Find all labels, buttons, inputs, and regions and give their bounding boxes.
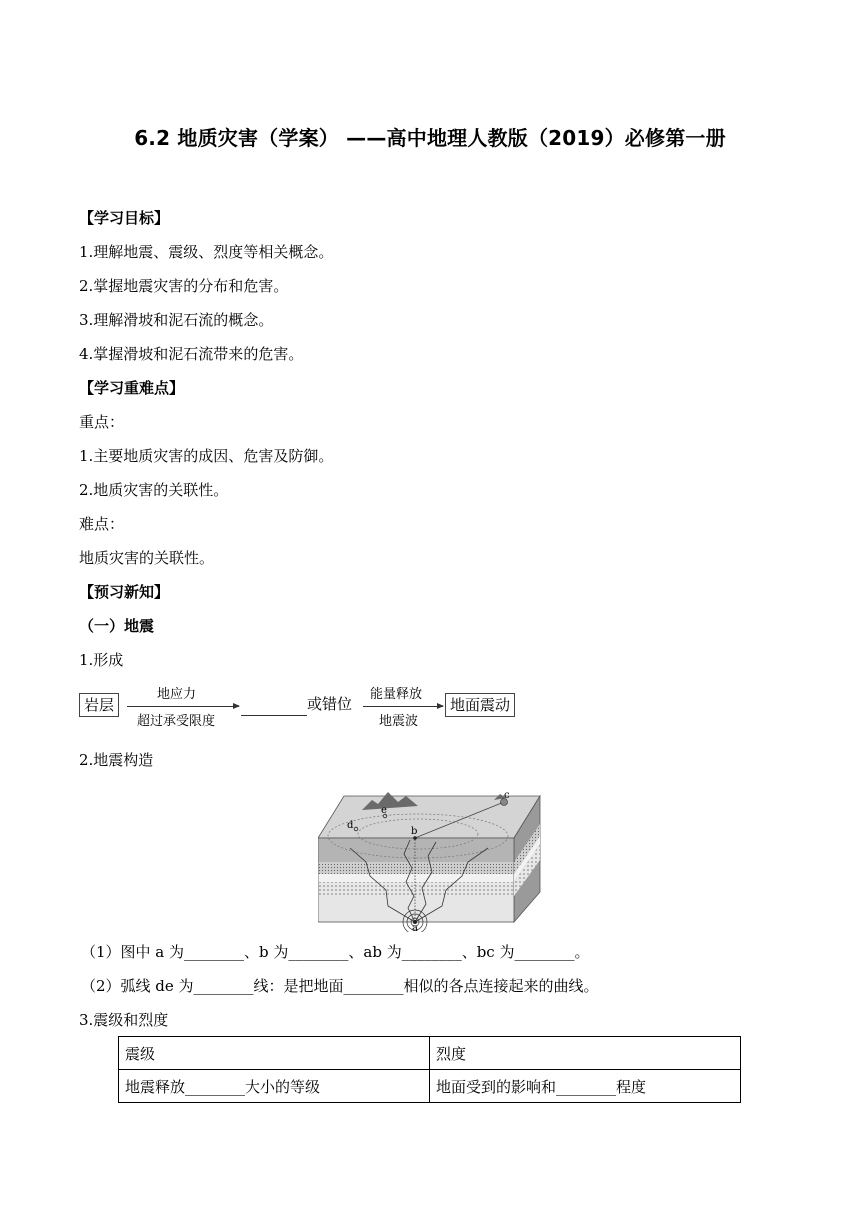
table-header-row	[119, 1037, 741, 1070]
diagram-label-a: a	[412, 923, 418, 932]
focus-label: 重点：	[79, 413, 125, 431]
flow-arrow2-bottom: 地震波	[379, 714, 419, 729]
flow-end-box: 地面震动	[445, 693, 515, 717]
diagram-label-e: e	[381, 805, 387, 816]
table-cell: 地面受到的影响和________程度	[430, 1070, 741, 1103]
focus-item: 1.主要地质灾害的成因、危害及防御。	[79, 447, 334, 465]
flow-start-box: 岩层	[79, 693, 119, 717]
difficulty-label: 难点：	[79, 515, 125, 533]
earthquake-diagram	[318, 776, 542, 932]
formation-flowchart	[79, 680, 529, 730]
objectives-heading: 【学习目标】	[79, 209, 170, 227]
objective-item: 4.掌握滑坡和泥石流带来的危害。	[79, 345, 304, 363]
structure-question-2: （2）弧线 de 为________线：是把地面________相似的各点连接起来的曲线。	[81, 977, 599, 995]
table-cell: 地震释放________大小的等级	[119, 1070, 430, 1103]
structure-question-1: （1）图中 a 为________、b 为________、ab 为________、bc 为________。	[81, 943, 590, 961]
flow-blank	[241, 715, 307, 716]
diagram-label-b: b	[411, 826, 418, 837]
flow-arrow1-top: 地应力	[157, 687, 197, 702]
focus-item: 2.地质灾害的关联性。	[79, 481, 229, 499]
magnitude-label: 3.震级和烈度	[79, 1011, 169, 1029]
flow-arrow2-top: 能量释放	[370, 687, 423, 702]
flow-arrow-2	[363, 706, 443, 707]
flow-arrow1-bottom: 超过承受限度	[137, 714, 216, 729]
table-header-cell: 震级	[119, 1037, 430, 1070]
objective-item: 3.理解滑坡和泥石流的概念。	[79, 311, 274, 329]
key-points-heading: 【学习重难点】	[79, 379, 185, 397]
page-title: 6.2 地质灾害（学案） ——高中地理人教版（2019）必修第一册	[134, 126, 726, 150]
section-title-earthquake: （一）地震	[79, 617, 155, 635]
preview-heading: 【预习新知】	[79, 583, 170, 601]
flow-middle-text: 或错位	[307, 695, 353, 713]
table-row	[119, 1070, 741, 1103]
formation-label: 1.形成	[79, 651, 124, 669]
flow-arrow-1	[127, 706, 239, 707]
diagram-label-c: c	[504, 790, 510, 801]
objective-item: 1.理解地震、震级、烈度等相关概念。	[79, 243, 334, 261]
structure-label: 2.地震构造	[79, 751, 154, 769]
objective-item: 2.掌握地震灾害的分布和危害。	[79, 277, 289, 295]
difficulty-item: 地质灾害的关联性。	[79, 549, 215, 567]
table-header-cell: 烈度	[430, 1037, 741, 1070]
diagram-label-d: d	[347, 820, 354, 831]
magnitude-intensity-table	[118, 1036, 741, 1103]
